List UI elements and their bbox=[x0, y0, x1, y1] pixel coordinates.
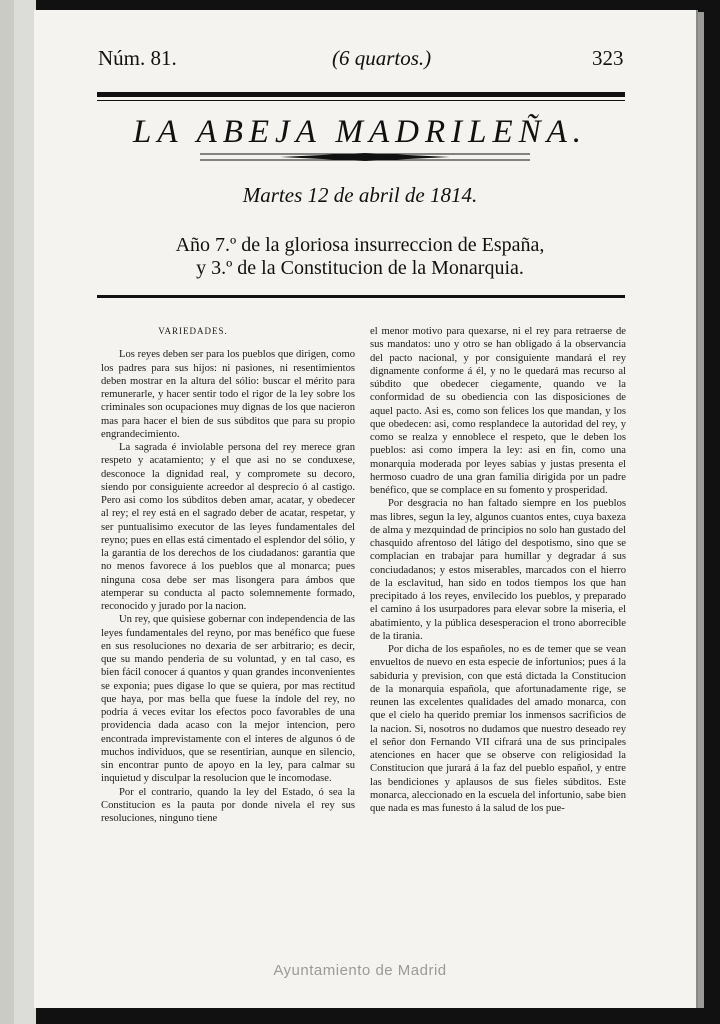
section-heading: VARIEDADES. bbox=[158, 326, 228, 336]
headline-line-2: y 3.º de la Constitucion de la Monarquia. bbox=[196, 257, 524, 279]
paragraph: Por el contrario, quando la ley del Estado, ó sea la Constitucion es la pauta por donde nivela el rey sus resoluciones, ninguno tiene bbox=[101, 786, 355, 824]
paragraph: La sagrada é inviolable persona del rey merece gran respeto y acatamiento; y el que asi no se conduxese, desconoce la dignidad real, y compromete su decoro, siendo por consiguiente acreedor al desprecio ó al castigo. Pero asi como los súbditos deben amar, acatar, y obedecer al rey; el rey está en el sagrado deber de acatar, respetar, y ser puntualisimo executor de las leyes fundamentales del reyno; pues en ellas está cimentado el esplendor del sólio, y la garantia de los derechos de los ciudadanos: garantia que no menos favorece á los pueblos que al monarca; pues ninguna cosa debe ser mas lisongera para ámbos que atemperar su conducta al pacto solemnemente formado, reconocido y jurado por la nacion. bbox=[101, 442, 355, 612]
paragraph: Por desgracia no han faltado siempre en los pueblos mas libres, segun la ley, algunos cuantos entes, cuya baxeza de alma y mezquindad de principios no solo han gustado del chasquido afrentoso del látigo del despotismo, sino que se complacian en trabajar para humillar y degradar á sus conciudadanos; y estos miserables, marcados con el hierro de la esclavitud, han sido en todos tiempos los que han precipitado á los reyes, envilecido los pueblos, y preparado el camino á los usurpadores para elevar sobre la miseria, el abatimiento, y la pública desesperacion el trono aborrecible de la tirania. bbox=[370, 498, 626, 642]
left-column bbox=[101, 325, 355, 825]
issue-date: Martes 12 de abril de 1814. bbox=[242, 183, 478, 207]
right-page-edge bbox=[696, 12, 704, 1008]
issue-number: Núm. 81. bbox=[98, 46, 177, 70]
right-column bbox=[370, 325, 626, 815]
price: (6 quartos.) bbox=[332, 46, 432, 70]
page-number: 323 bbox=[592, 46, 624, 70]
ornament-divider bbox=[200, 150, 530, 164]
paragraph: Por dicha de los españoles, no es de temer que se vean envueltos de nuevo en esta especie de infortunios; pues á la sabiduria y prevision, con que está dictada la Constitucion de la monarquia española, que afortunadamente rige, se reunen las excelentes qualidades del amado monarca, con que el cielo ha querido premiar los inmensos sacrificios de la nacion. Si, nosotros no dudamos que nuestro deseado rey el señor don Fernando VII cifrará una de sus principales atenciones en hacer que se observe con religiosidad la Constitucion que jurará á la faz del pueblo español, y entre las bendiciones y aplausos de sus fieles súbditos. Este monarca, aleccionado en la escuela del infortunio, sabe bien que nada es mas funesto á la salud de los pue- bbox=[370, 644, 626, 814]
headline-line-1: Año 7.º de la gloriosa insurreccion de España, bbox=[175, 234, 545, 256]
top-heavy-rule bbox=[97, 92, 625, 97]
underlying-page-edge-2 bbox=[14, 0, 36, 1024]
paragraph: Los reyes deben ser para los pueblos que dirigen, como los padres para sus hijos: ni pasiones, ni resentimientos deben mostrar en la altura del sólio: buscar el mérito para remunerarle, y hacer sentir todo el rigor de la ley sobre los criminales son ocupaciones muy dignas de los que nacieron mas para hacer el bien de sus súbditos que para su propio engrandecimiento. bbox=[101, 349, 355, 440]
top-thin-rule bbox=[97, 100, 625, 101]
masthead-title: LA ABEJA MADRILEÑA. bbox=[132, 114, 588, 150]
paragraph: el menor motivo para quexarse, ni el rey para retraerse de sus mandatos: uno y otro se han obligado á la observancia del pacto nacional, y por consiguiente mandará el rey dignamente conforme á él, y no le quedará mas recurso al súbdito que obedecer ciegamente, quando ve la conformidad de su obediencia con las disposiciones de aquel pacto. Asi es, como son felices los que mandan, y los que obedecen: asi, como resplandece la autoridad del rey, y como se realza y ennoblece el respeto, que le deben los pueblos: asi como impera la ley: asi en fin, como una monarquia moderada por leyes sabias y justas presenta el hermoso cuadro de una gran familia dirigida por un padre benéfico, que se complace en su fomento y prosperidad. bbox=[370, 326, 626, 496]
paragraph: Un rey, que quisiese gobernar con independencia de las leyes fundamentales del reyno, por mas benéfico que fuese en sus resoluciones no dexaria de ser arbitrario; es decir, que su mando penderia de su voluntad, y en tal caso, es bien fácil conocer á quantos y quan grandes inconvenientes se exponia; pues digase lo que se quiera, por mas rectitud que haya, por mas bella que fuese la índole del rey, no podria á veces evitar los efectos poco favorables de una providencia dada acaso con la mejor intencion, pero encontrada imprevistamente con el interes de algunos ó de muchos individuos, que se resentirian, aunque en silencio, sin encontrar punto de apoyo en la ley, para calmar su inquietud y disculpar la resolucion que le incomodase. bbox=[101, 614, 355, 785]
section-rule bbox=[97, 295, 625, 298]
watermark: Ayuntamiento de Madrid bbox=[273, 962, 447, 979]
